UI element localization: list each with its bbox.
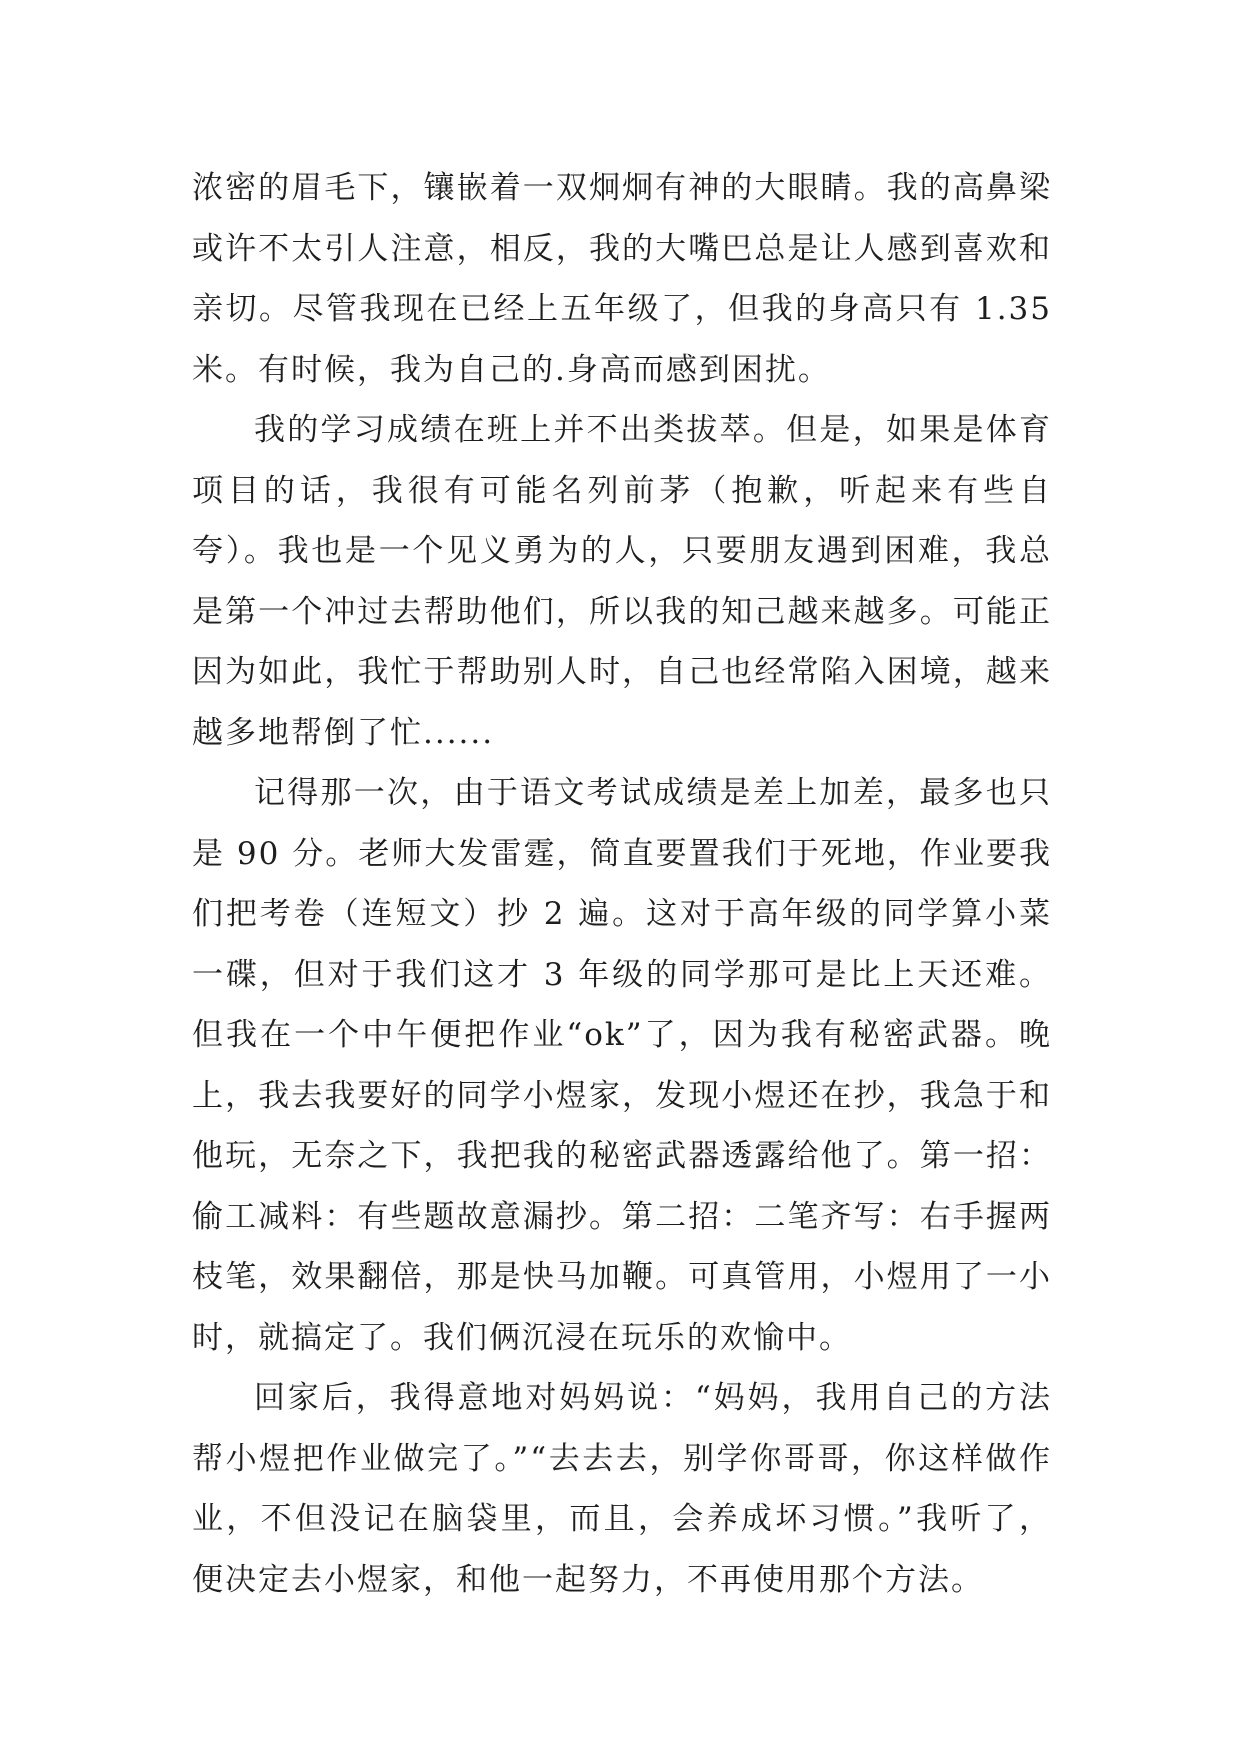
paragraph-homework-story: 记得那一次，由于语文考试成绩是差上加差，最多也只是 90 分。老师大发雷霆，简直要置我们于死地，作业要我们把考卷（连短文）抄 2 遍。这对于高年级的同学算小菜一碟，但对于我们这才 3 年级的同学那可是比上天还难。但我在一个中午便把作业“ok”了，因为我有秘密武器。晚上，我去我要好的同学小煜家，发现小煜还在抄，我急于和他玩，无奈之下，我把我的秘密武器透露给他了。第一招：偷工减料：有些题故意漏抄。第二招：二笔齐写：右手握两枝笔，效果翻倍，那是快马加鞭。可真管用，小煜用了一小时，就搞定了。我们俩沉浸在玩乐的欢愉中。 [192,775,1052,1356]
paragraph-strengths: 我的学习成绩在班上并不出类拔萃。但是，如果是体育项目的话，我很有可能名列前茅（抱歉，听起来有些自夸）。我也是一个见义勇为的人，只要朋友遇到困难，我总是第一个冲过去帮助他们，所以我的知己越来越多。可能正因为如此，我忙于帮助别人时，自己也经常陷入困境，越来越多地帮倒了忙...... [192,412,1052,751]
paragraph-appearance: 浓密的眉毛下，镶嵌着一双炯炯有神的大眼睛。我的高鼻梁或许不太引人注意，相反，我的大嘴巴总是让人感到喜欢和亲切。尽管我现在已经上五年级了，但我的身高只有 1.35 米。有时候，我为自己的.身高而感到困扰。 [192,170,1052,388]
paragraph-mother-advice: 回家后，我得意地对妈妈说：“妈妈，我用自己的方法帮小煜把作业做完了。”“去去去，别学你哥哥，你这样做作业，不但没记在脑袋里，而且，会养成坏习惯。”我听了，便决定去小煜家，和他一起努力，不再使用那个方法。 [192,1380,1052,1598]
document-page [192,158,1052,1610]
